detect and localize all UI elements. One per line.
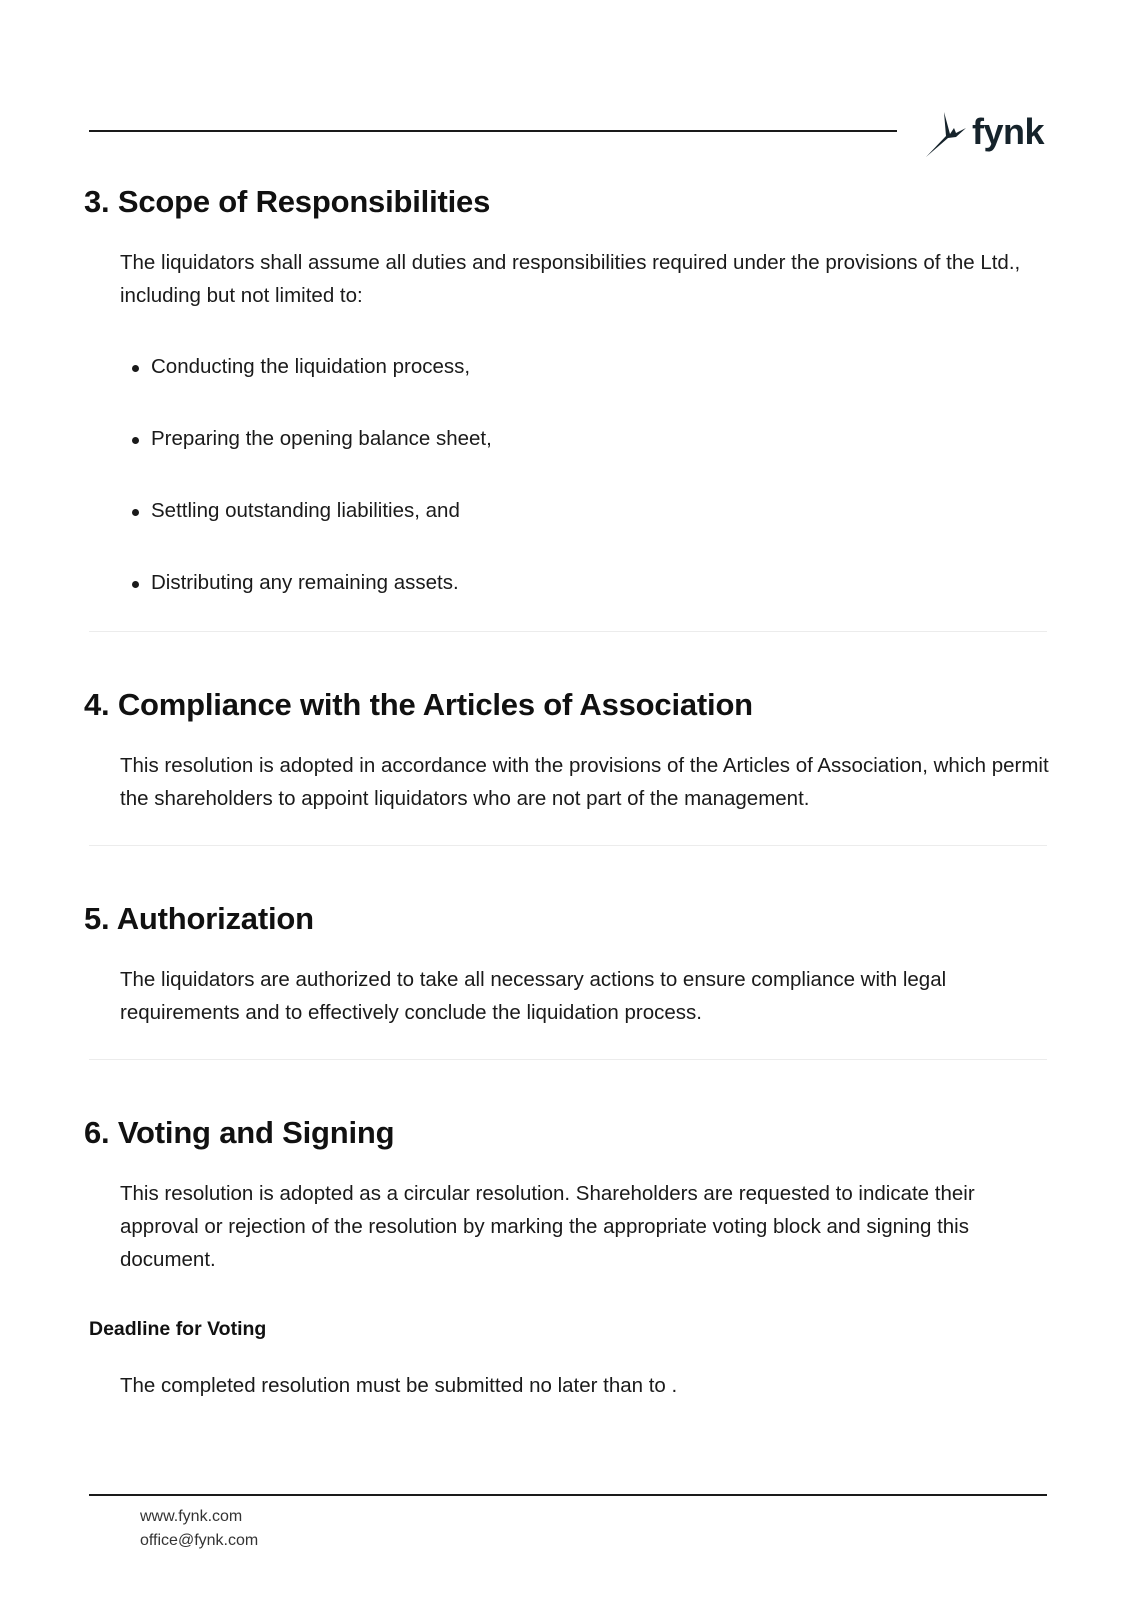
section-heading: 5. Authorization: [84, 901, 314, 936]
section-body: The liquidators are authorized to take all necessary actions to ensure compliance with legal requirements and to effectively conclude the liquidation process.: [120, 968, 947, 1024]
list-item: Distributing any remaining assets.: [130, 571, 459, 595]
deadline-subheading: Deadline for Voting: [89, 1318, 267, 1340]
bullet-icon: [132, 437, 139, 444]
section-heading: 4. Compliance with the Articles of Association: [84, 687, 753, 722]
footer-rule: [89, 1494, 1047, 1496]
header-rule: [89, 130, 897, 132]
section-divider: [89, 1059, 1047, 1060]
section-body: The liquidators shall assume all duties and responsibilities required under the provisions of the Ltd., including but not limited to:: [120, 251, 1021, 307]
section-compliance: [84, 687, 1054, 815]
section-heading: 6. Voting and Signing: [84, 1115, 395, 1150]
section-heading: 3. Scope of Responsibilities: [84, 184, 491, 219]
brand-logo: [920, 104, 1044, 160]
footer-email: office@fynk.com: [140, 1532, 259, 1549]
deadline-body: The completed resolution must be submitted no later than to .: [120, 1374, 678, 1397]
list-item: Preparing the opening balance sheet,: [130, 427, 492, 451]
bullet-icon: [132, 581, 139, 588]
footer: [140, 1505, 258, 1553]
bullet-icon: [132, 365, 139, 372]
footer-website: www.fynk.com: [140, 1508, 243, 1525]
deadline-body-wrap: [84, 1369, 1054, 1402]
section-authorization: [84, 901, 1054, 1029]
section-voting: [84, 1115, 1054, 1276]
list-item: Settling outstanding liabilities, and: [130, 499, 460, 523]
section-scope: [84, 184, 1054, 312]
section-body: This resolution is adopted in accordance with the provisions of the Articles of Association, which permit the shareholders to appoint liquidators who are not part of the management.: [120, 754, 1049, 810]
brand-name: fynk: [972, 111, 1045, 152]
section-body: This resolution is adopted as a circular resolution. Shareholders are requested to indicate their approval or rejection of the resolution by marking the appropriate voting block and signing this document.: [120, 1182, 975, 1271]
list-item: Conducting the liquidation process,: [130, 355, 470, 379]
section-divider: [89, 845, 1047, 846]
bird-icon: [920, 106, 968, 158]
section-divider: [89, 631, 1047, 632]
bullet-icon: [132, 509, 139, 516]
